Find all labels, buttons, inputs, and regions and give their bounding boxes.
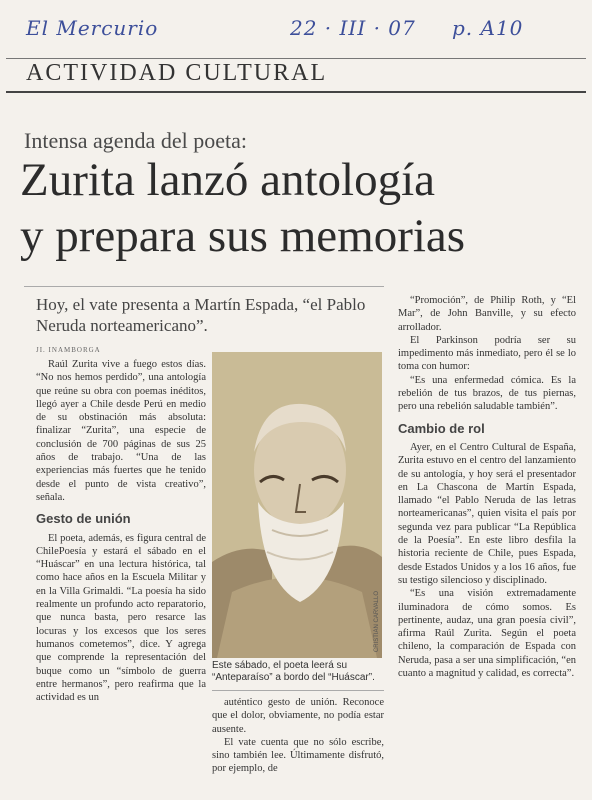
paragraph: “Promoción”, de Philip Roth, y “El Mar”, de John Banville, y su efecto arrollador.	[398, 295, 576, 333]
deck-rule	[24, 286, 384, 287]
article-kicker: Intensa agenda del poeta:	[24, 128, 247, 153]
paragraph: El vate cuenta que no sólo escribe, sino también lee. Últimamente disfrutó, por ejemplo, de	[212, 736, 384, 775]
subheading-gesto: Gesto de unión	[36, 511, 131, 527]
paragraph: El poeta, además, es figura central de ChilePoesía y estará el sábado en el “Huáscar” en una lectura histórica, tal como hace años en la Escuela Militar y en la Villa Grimaldi. “La poesía ha sido realmente un profundo acto reparatorio, que nunca basta, pero resarce las locuras y los excesos que los seres humanos cometemos”, dice. Y agrega que comprende la representación del buque como un “símbolo de guerra entre hermanos”, pero reafirma que la actividad es un	[36, 532, 206, 704]
caption-rule	[212, 690, 384, 691]
article-byline: JI. INAMBORGA	[36, 346, 101, 354]
paragraph: Ayer, en el Centro Cultural de España, Zurita estuvo en el centro del lanzamiento de su antología, y hoy será el presentador en La Chascona de Martín Espada, llamado “el Pablo Neruda de las letras norteamericanas”, quien visita el país por segunda vez para publicar “La República de la Poesía”. En este libro desfila la historia reciente de Chile, pues Espada, desde Estados Unidos y a los 16 años, fue su testigo silencioso y disciplinado.	[398, 441, 576, 586]
column-3	[398, 294, 576, 680]
poet-photo	[212, 352, 382, 658]
handwritten-date: 22 · III · 07	[290, 16, 416, 40]
handwritten-paper: El Mercurio	[26, 16, 159, 40]
article-headline	[20, 152, 580, 264]
handwritten-annotation	[22, 14, 582, 48]
photo-caption: Este sábado, el poeta leerá su “Anteparaíso” a bordo del “Huáscar”.	[212, 660, 375, 683]
paragraph: “Es una visión extremadamente iluminadora de cómo somos. Es pertinente, audaz, una gran poesía civil”, afirma Raúl Zurita. Según el poeta chileno, la comparación de Espada con Neruda, pasa a ser una simplificación, “en cuanto a magnitud y calidad, es correcta”.	[398, 588, 576, 680]
section-title: ACTIVIDAD CULTURAL	[26, 60, 328, 86]
headline-line-2: y prepara sus memorias	[20, 210, 466, 262]
paragraph: auténtico gesto de unión. Reconoce que el dolor, obviamente, no podía estar ausente.	[212, 697, 384, 735]
paragraph: “Es una enfermedad cómica. Es la rebelión de tus brazos, de tus piernas, pero una rebelión saludable también”.	[398, 374, 576, 413]
paragraph: Raúl Zurita vive a fuego estos días. “No nos hemos perdido”, una antología que reúne su obra con poemas inéditos, llegó ayer a Chile desde Perú en medio de su obstinación más absoluta: finalizar “Zurita”, una especie de conclusión de 700 páginas de sus 25 años de trabajo. “Una de las experiencias más fuertes que he tenido desde el punto de vista creativo”, señala.	[36, 359, 206, 503]
section-rule-top	[6, 58, 586, 59]
column-1	[36, 358, 206, 704]
headline-line-1: Zurita lanzó antología	[20, 154, 436, 206]
paragraph: El Parkinson podría ser su impedimento más inmediato, pero él se lo toma con humor:	[398, 334, 576, 373]
photo-credit: CRISTIÁN CARVALLO	[374, 590, 380, 652]
column-2	[212, 696, 384, 776]
handwritten-page: p. A10	[452, 16, 524, 40]
article-deck: Hoy, el vate presenta a Martín Espada, “el Pablo Neruda norteamericano”.	[36, 295, 366, 335]
subheading-cambio: Cambio de rol	[398, 420, 485, 436]
poet-portrait-image	[212, 352, 382, 658]
section-rule-bottom	[6, 91, 586, 93]
